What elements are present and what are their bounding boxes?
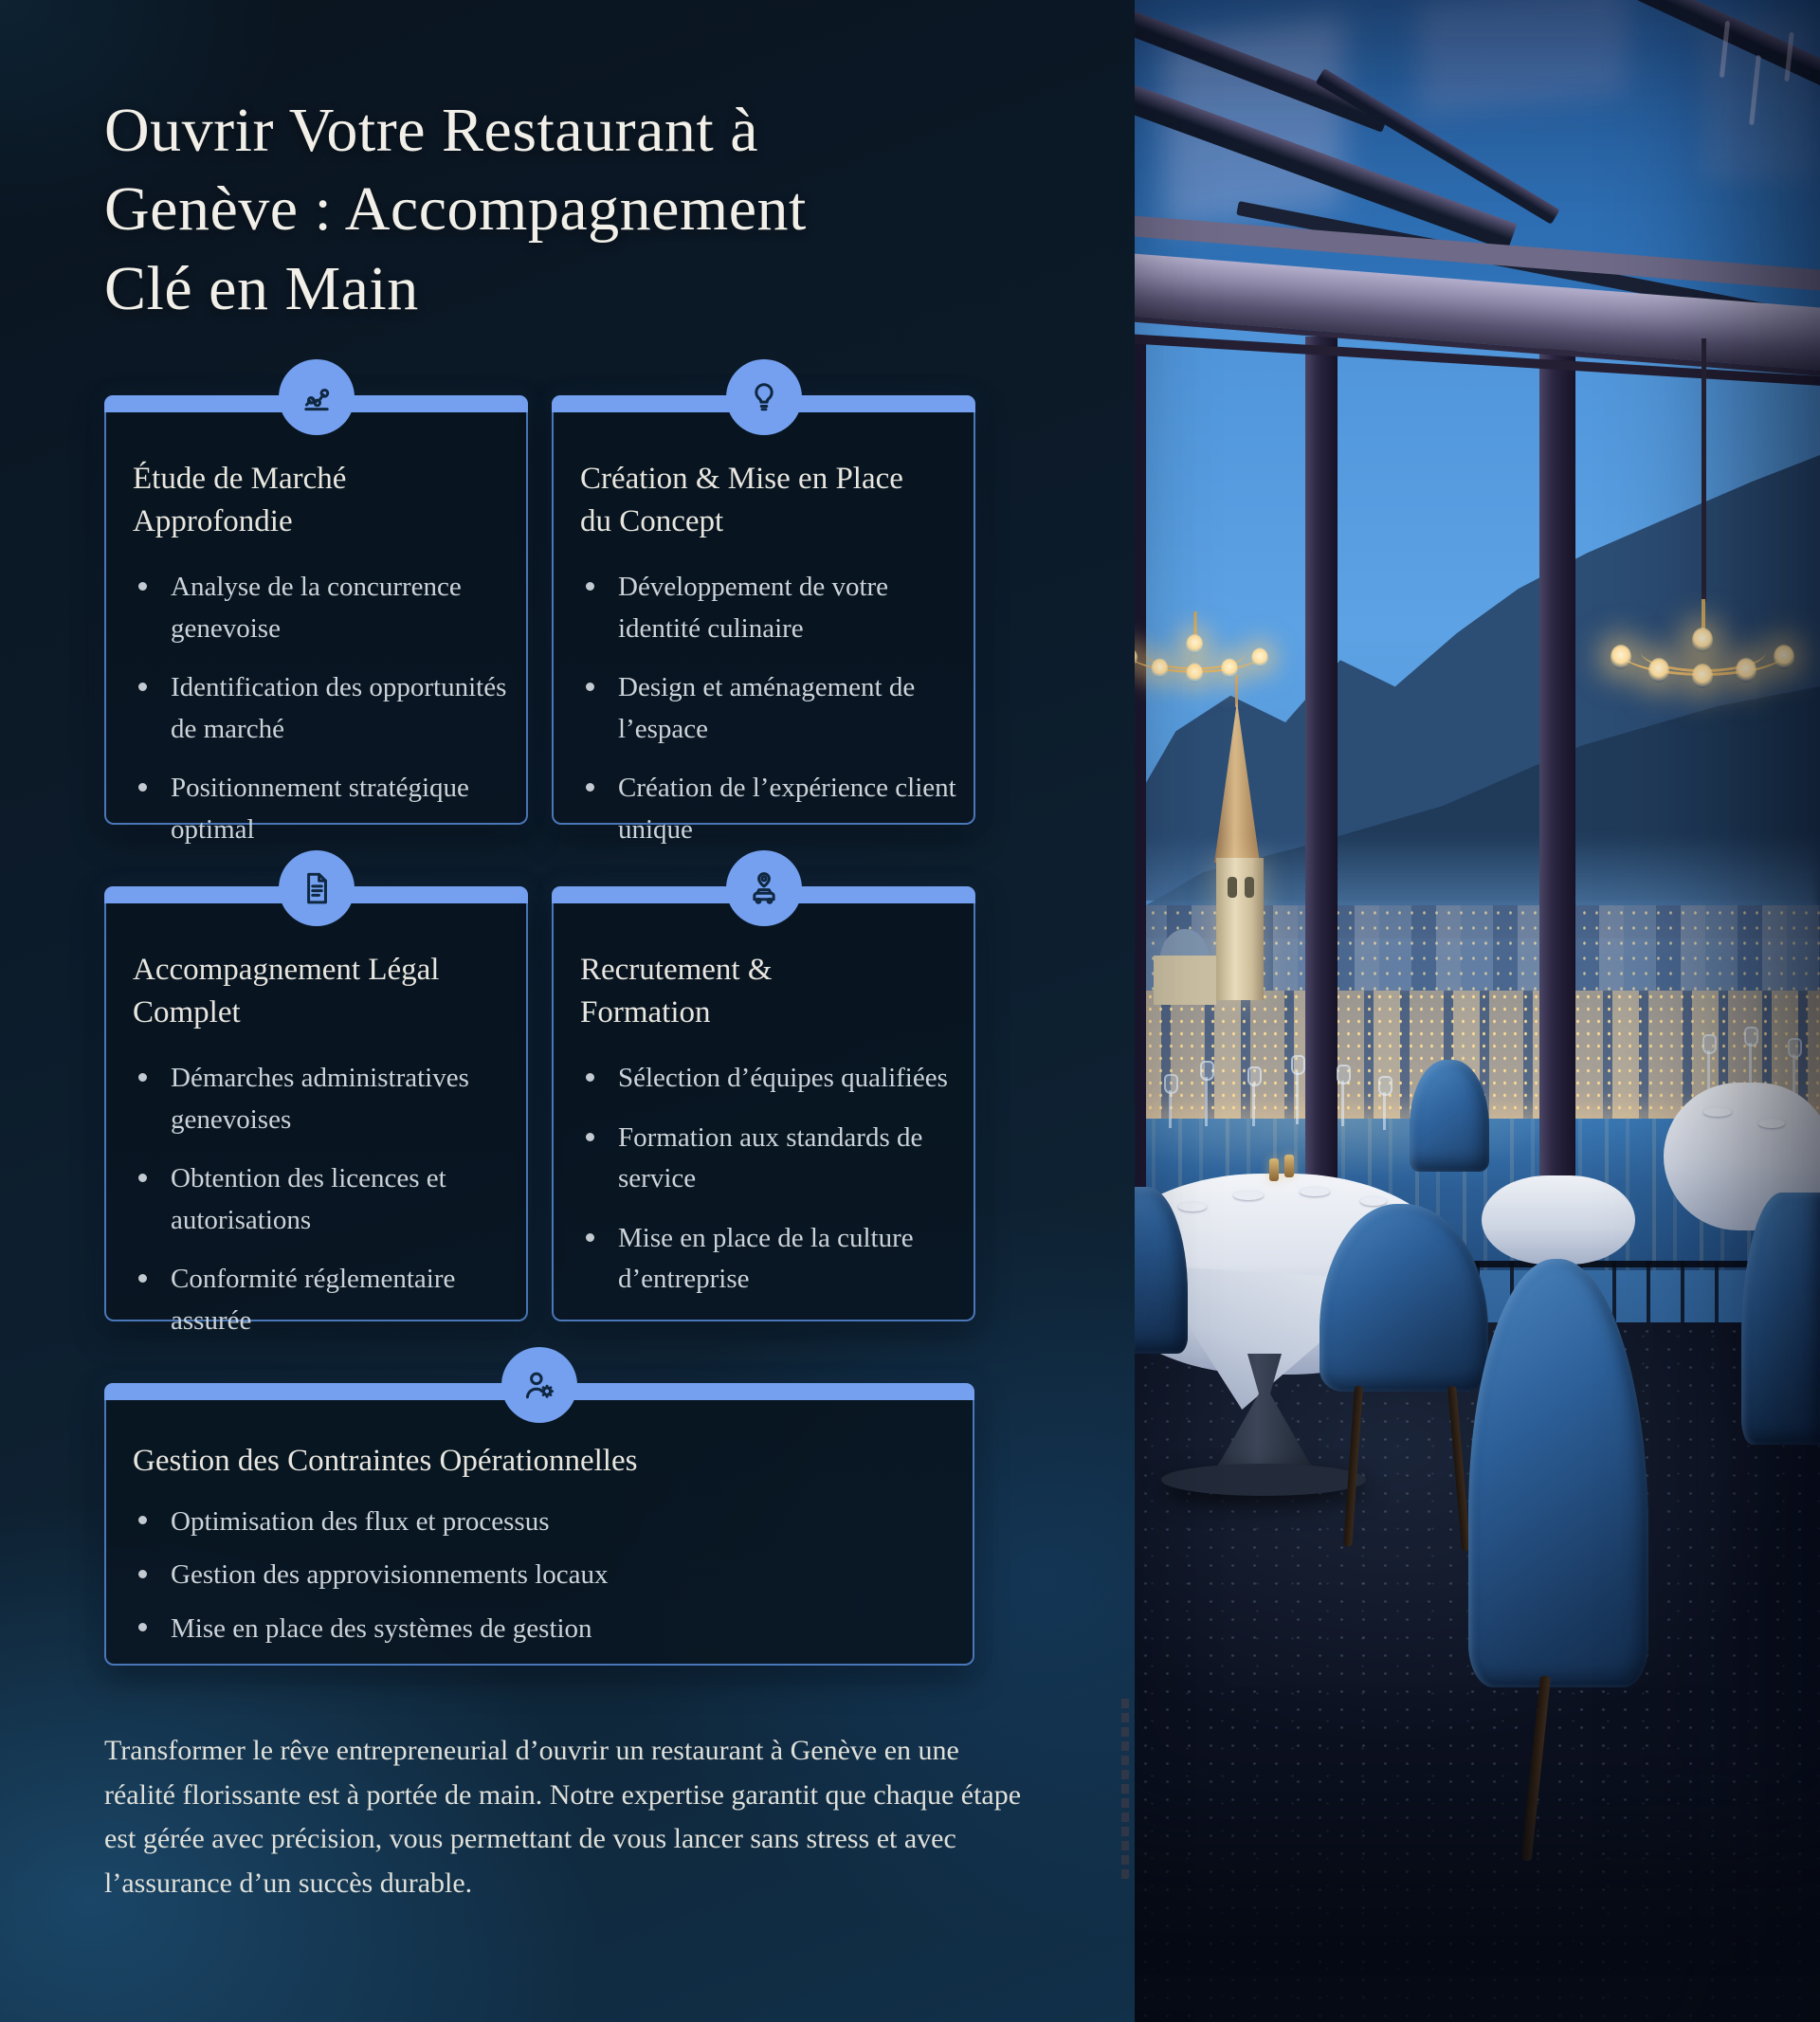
trend-chart-icon (279, 359, 355, 435)
lightbulb-icon (726, 359, 802, 435)
card-legal (104, 886, 528, 1336)
bullet-item: Identification des opportunités de marché (131, 667, 511, 750)
bullet-list (106, 1502, 973, 1650)
dinner-plate (1178, 1202, 1207, 1211)
wine-glass (1793, 1054, 1795, 1096)
bullet-item: Développement de votre identité culinaire (578, 567, 958, 649)
wine-glass (1169, 1090, 1172, 1128)
bullet-item: Création de l’expérience client unique (578, 768, 958, 850)
bullet-item: Sélection d’équipes qualifiées (578, 1058, 958, 1100)
bullet-item: Optimisation des flux et processus (131, 1502, 957, 1543)
wine-glass (1707, 1050, 1710, 1094)
wine-glass (1749, 1043, 1752, 1092)
chandelier (1135, 611, 1271, 725)
table-pedestal-base (1161, 1464, 1366, 1496)
bullet-list (554, 567, 974, 850)
bullet-item: Conformité réglementaire assurée (131, 1259, 511, 1341)
window-frame (1135, 341, 1146, 1332)
person-pin-car-icon (726, 850, 802, 926)
card-operations (104, 1383, 974, 1666)
page-title-line: Genève : Accompagnement (104, 174, 807, 245)
wine-glass (1296, 1071, 1299, 1124)
page-title-line: Ouvrir Votre Restaurant à (104, 96, 759, 166)
card-concept (552, 395, 975, 845)
dinner-plate (1300, 1187, 1330, 1196)
tower-window (1228, 877, 1237, 898)
wine-glass (1383, 1092, 1386, 1130)
bullet-item: Analyse de la concurrence genevoise (131, 567, 511, 649)
card-title: Création & Mise en Place du Concept (580, 462, 903, 538)
bullet-item: Positionnement stratégique optimal (131, 768, 511, 850)
bullet-item: Mise en place des systèmes de gestion (131, 1609, 957, 1650)
bullet-list (106, 567, 526, 850)
card-market-study (104, 395, 528, 845)
user-gear-icon (501, 1347, 577, 1423)
dining-table (1482, 1175, 1635, 1265)
bullet-item: Démarches administratives genevoises (131, 1058, 511, 1140)
dinner-plate (1360, 1196, 1387, 1206)
cathedral-tower (1216, 858, 1264, 1000)
wine-glass (1341, 1081, 1344, 1126)
tower-window (1245, 877, 1254, 898)
card-title: Gestion des Contraintes Opérationnelles (133, 1444, 638, 1478)
restaurant-photo (1135, 0, 1820, 2022)
card-title: Accompagnement Légal Complet (133, 953, 440, 1029)
document-icon (279, 850, 355, 926)
bullet-item: Obtention des licences et autorisations (131, 1158, 511, 1241)
dinner-plate (1703, 1107, 1732, 1117)
wine-glass (1205, 1077, 1208, 1126)
card-title: Étude de Marché Approfondie (133, 462, 347, 538)
dome-building (1154, 956, 1216, 1005)
glass-reflection (1419, 0, 1628, 116)
bullet-item: Formation aux standards de service (578, 1118, 958, 1200)
bullet-item: Mise en place de la culture d’entreprise (578, 1218, 958, 1301)
page-title-line: Clé en Main (104, 253, 419, 323)
dinner-plate (1758, 1119, 1785, 1128)
chandelier (1609, 599, 1798, 741)
page-title (104, 91, 1014, 327)
pepper-shaker (1284, 1155, 1294, 1177)
card-title: Recrutement & Formation (580, 953, 773, 1029)
bullet-item: Design et aménagement de l’espace (578, 667, 958, 750)
wine-glass (1252, 1083, 1255, 1126)
footer-paragraph: Transformer le rêve entrepreneurial d’ouvrir un restaurant à Genève en une réalité florissante est à portée de main. Notre expertise garantit que chaque étape est gérée avec précision, vous permettant de vous lancer sans stress et avec l’assurance d’un succès durable. (104, 1735, 1022, 1899)
card-recruitment (552, 886, 975, 1321)
watermark-strip (1121, 1697, 1129, 1879)
salt-shaker (1269, 1158, 1279, 1181)
dinner-plate (1233, 1191, 1264, 1200)
bullet-item: Gestion des approvisionnements locaux (131, 1555, 957, 1596)
bullet-list (554, 1058, 974, 1301)
velvet-chair (1410, 1060, 1489, 1172)
bullet-list (106, 1058, 526, 1341)
